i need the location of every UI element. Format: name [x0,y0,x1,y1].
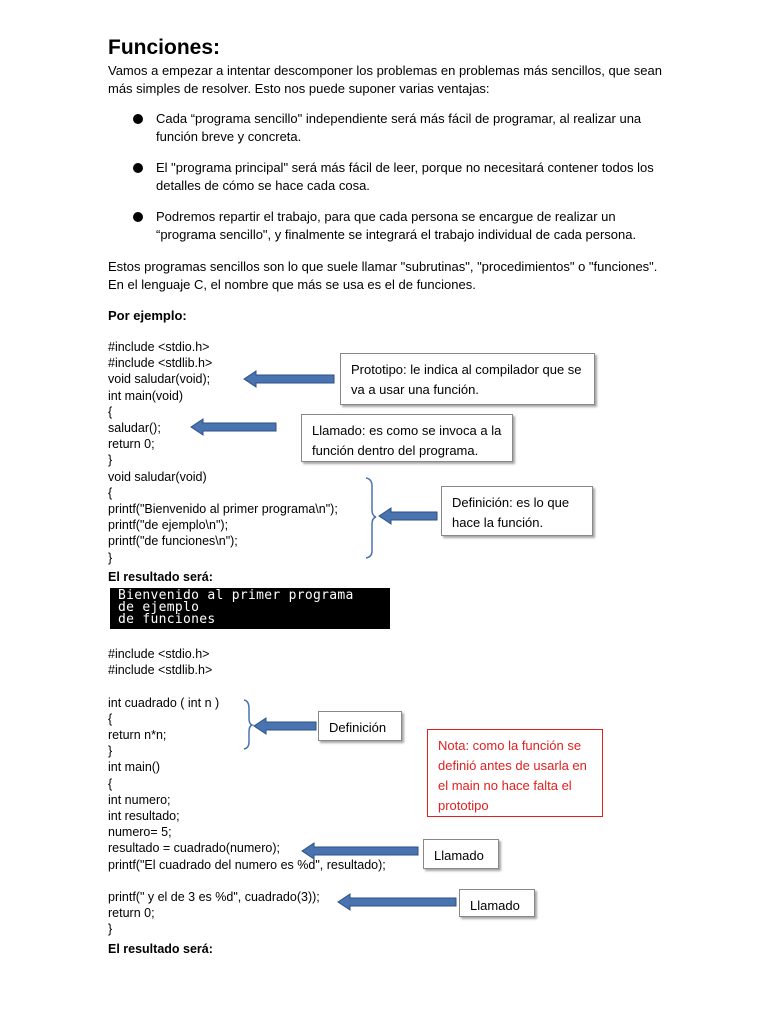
arrow-left-icon [338,894,456,910]
result-label-1: El resultado será: [108,570,213,584]
callout-definicion: Definición: es lo que hace la función. [441,486,593,536]
result-label-2: El resultado será: [108,942,213,956]
terminal-line: de ejemplo [118,600,200,615]
callout-llamado: Llamado: es como se invoca a la función dentro del programa. [301,414,513,462]
example-label: Por ejemplo: [108,308,187,323]
note-box: Nota: como la función se definió antes de usarla en el main no hace falta el prototipo [427,729,603,817]
arrow-left-icon [302,843,418,859]
page-title: Funciones: [108,36,221,59]
code-block-2: #include <stdio.h> #include <stdlib.h> int cuadrado ( int n ) { return n*n; } int main() { int numero; int resultado; numero= 5; resultado = cuadrado(numero); printf("El cuadrado del numero es %d", resultado); printf(" y el de 3 es %d", cuadrado(3)); return 0; } [108,647,386,937]
callout-definicion-short: Definición [318,711,402,741]
arrow-left-icon [254,718,316,734]
callout-llamado-3: Llamado [459,889,535,917]
arrow-left-icon [191,419,276,435]
brace-icon [366,478,376,558]
callout-prototipo: Prototipo: le indica al compilador que se va a usar una función. [340,353,595,405]
code-block-1: #include <stdio.h> #include <stdlib.h> void saludar(void); int main(void) { saludar(); return 0; } void saludar(void) { printf("Bienvenido al primer programa\n"); printf("de ejemplo\n"); printf("de funciones\n"); } [108,340,338,565]
bullet-item-3: Podremos repartir el trabajo, para que cada persona se encargue de realizar un “programa sencillo", y finalmente se integrará el trabajo individual de cada persona. [156,209,637,242]
terminal-line: Bienvenido al primer programa [118,588,354,603]
terminal-line: de funciones [118,612,216,627]
callout-llamado-2: Llamado [423,839,499,869]
brace-icon [244,700,252,749]
bullet-item-2: El "programa principal" será más fácil de leer, porque no necesitará contener todos los detalles de cómo se hace cada cosa. [156,160,654,193]
arrow-left-icon [244,371,334,387]
arrow-left-icon [379,508,437,524]
summary-paragraph: Estos programas sencillos son lo que suele llamar "subrutinas", "procedimientos" o "funciones". En el lenguaje C, el nombre que más se usa es el de funciones. [108,259,658,292]
intro-paragraph: Vamos a empezar a intentar descomponer los problemas en problemas más sencillos, que sean más simples de resolver. Esto nos puede suponer varias ventajas: [108,63,662,96]
bullet-item-1: Cada “programa sencillo" independiente será más fácil de programar, al realizar una función breve y concreta. [156,111,642,144]
